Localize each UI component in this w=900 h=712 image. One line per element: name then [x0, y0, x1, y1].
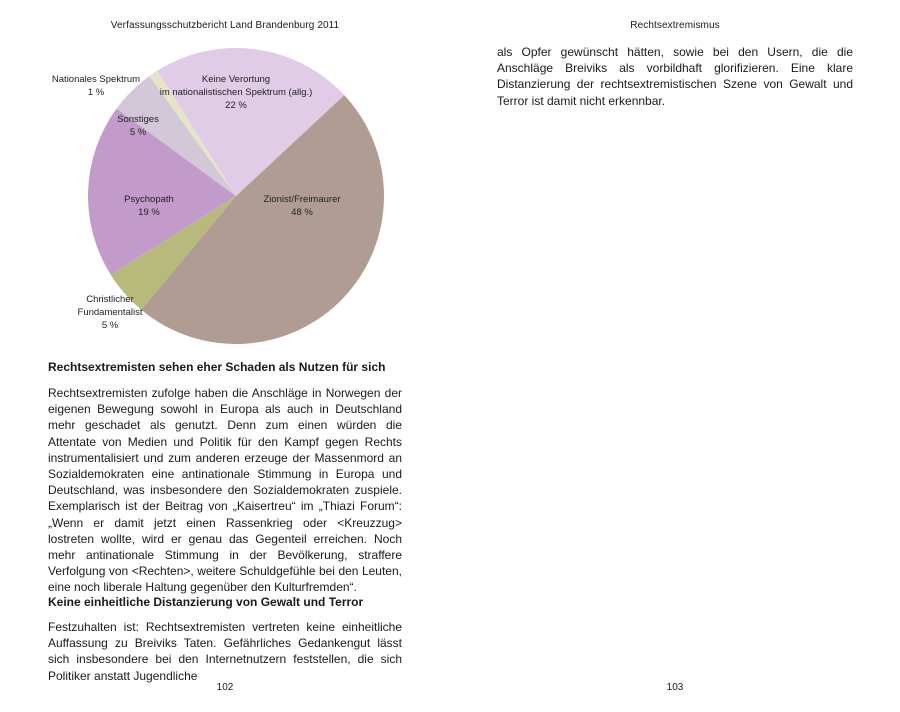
pie-chart: [40, 40, 440, 350]
paragraph-text: Festzuhalten ist: Rechtsextremisten vertreten keine einheitliche Auffassung zu Breiviks Taten. Gefährliches Gedankengut lässt sich insbesondere bei den Internetnutzern feststellen, die sich Politiker anstatt Jugendliche: [48, 620, 402, 683]
right-page: [450, 0, 900, 712]
body-paragraph-2: [48, 619, 402, 684]
section-heading-distanzierung: Keine einheitliche Distanzierung von Gewalt und Terror: [48, 595, 364, 609]
running-head-left: Verfassungsschutzbericht Land Brandenburg 2011: [110, 20, 340, 31]
pie-label-christlich: Christlicher Fundamentalist 5 %: [77, 294, 143, 331]
page-number-right: 103: [666, 682, 684, 693]
body-paragraph-right: [497, 44, 853, 109]
pie-label-zionist: Zionist/Freimaurer 48 %: [263, 194, 341, 218]
pie-label-keine: Keine Verortung im nationalistischen Spektrum (allg.) 22 %: [159, 74, 313, 111]
paragraph-text: als Opfer gewünscht hätten, sowie bei den Usern, die die Anschläge Breiviks als vorbildhaft glorifizieren. Eine klare Distanzierung der rechtsextremistischen Szene von Gewalt und Terror ist damit nicht erkennbar.: [497, 45, 853, 108]
body-paragraph-1: [48, 385, 402, 596]
pie-label-psycho: Psychopath 19 %: [124, 194, 174, 218]
section-heading-schaden: Rechtsextremisten sehen eher Schaden als Nutzen für sich: [48, 360, 386, 374]
pie-label-sonstiges: Sonstiges 5 %: [117, 114, 159, 138]
running-head-right: Rechtsextremismus: [630, 20, 720, 31]
page-number-left: 102: [216, 682, 234, 693]
paragraph-text: Rechtsextremisten zufolge haben die Anschläge in Norwegen der eigenen Bewegung sowohl in Europa als auch in Deutschland mehr geschadet als genutzt. Denn zum einen würden die Attentate von Medien und Politik für den Kampf gegen Rechts instrumentalisiert und zum anderen erzeuge der Massenmord an Sozialdemokraten eine antinationale Stimmung in Europa und Deutschland, was insbesondere den Sozialdemokraten zuspiele. Exemplarisch ist der Beitrag von „Kaisertreu“ im „Thiazi Forum“: „Wenn er damit jetzt einen Rassenkrieg oder <Kreuzzug> lostreten wollte, wird er genau das Gegenteil erreichen. Noch mehr antinationale Stimmung in der Bevölkerung, straffere Verfolgung von <Rechten>, weitere Schuldgefühle bei den Leuten, eine noch liberale Haltung gegenüber den Kulturfremden“.: [48, 386, 402, 595]
pie-label-national: Nationales Spektrum 1 %: [51, 74, 141, 98]
